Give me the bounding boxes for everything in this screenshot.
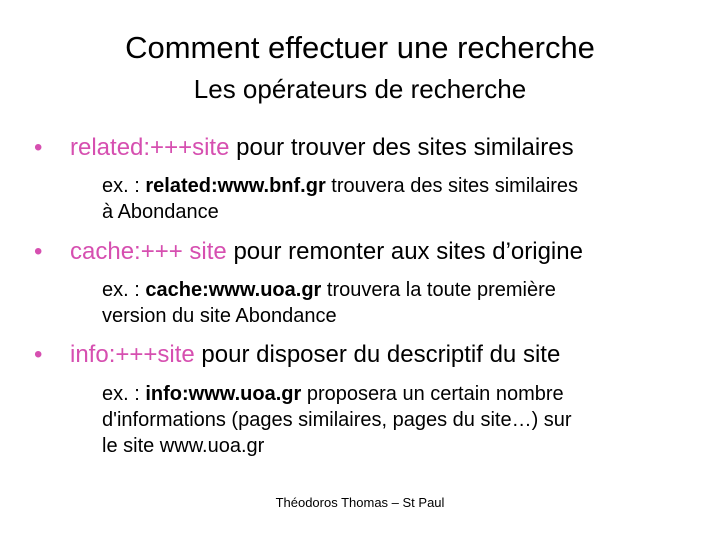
operator-keyword: info:+++site <box>70 341 195 368</box>
slide-subtitle: Les opérateurs de recherche <box>193 74 527 104</box>
example-text: proposera un certain nombre <box>301 383 564 405</box>
example-line <box>102 173 702 199</box>
example-prefix: ex. : <box>102 175 146 197</box>
operator-description: pour remonter aux sites d’origine <box>226 238 583 265</box>
operator-description: pour disposer du descriptif du site <box>194 341 561 368</box>
example-line <box>102 277 702 303</box>
example-info <box>102 381 702 459</box>
example-query: cache:www.uoa.gr <box>145 279 322 301</box>
bullet-info <box>34 340 560 370</box>
example-prefix: ex. : <box>102 383 146 405</box>
example-cache <box>102 277 702 329</box>
example-line: à Abondance <box>102 201 219 223</box>
operator-keyword: cache:+++ site <box>70 238 227 265</box>
example-line: le site www.uoa.gr <box>102 435 265 457</box>
example-text: trouvera la toute première <box>321 279 556 301</box>
slide-footer: Théodoros Thomas – St Paul <box>275 495 445 510</box>
operator-description: pour trouver des sites similaires <box>229 134 574 161</box>
example-prefix: ex. : <box>102 279 146 301</box>
example-line: d'informations (pages similaires, pages du site…) sur <box>102 409 572 431</box>
slide-title: Comment effectuer une recherche <box>125 30 595 65</box>
example-line: version du site Abondance <box>102 305 337 327</box>
example-query: info:www.uoa.gr <box>145 383 302 405</box>
bullet-related <box>34 133 574 163</box>
example-related <box>102 173 702 225</box>
bullet-cache <box>34 237 583 267</box>
operator-keyword: related:+++site <box>70 134 230 161</box>
bullet-dot: • <box>34 134 43 161</box>
bullet-dot: • <box>34 238 43 265</box>
bullet-dot: • <box>34 341 43 368</box>
example-line <box>102 381 702 407</box>
example-text: trouvera des sites similaires <box>325 175 579 197</box>
example-query: related:www.bnf.gr <box>145 175 326 197</box>
